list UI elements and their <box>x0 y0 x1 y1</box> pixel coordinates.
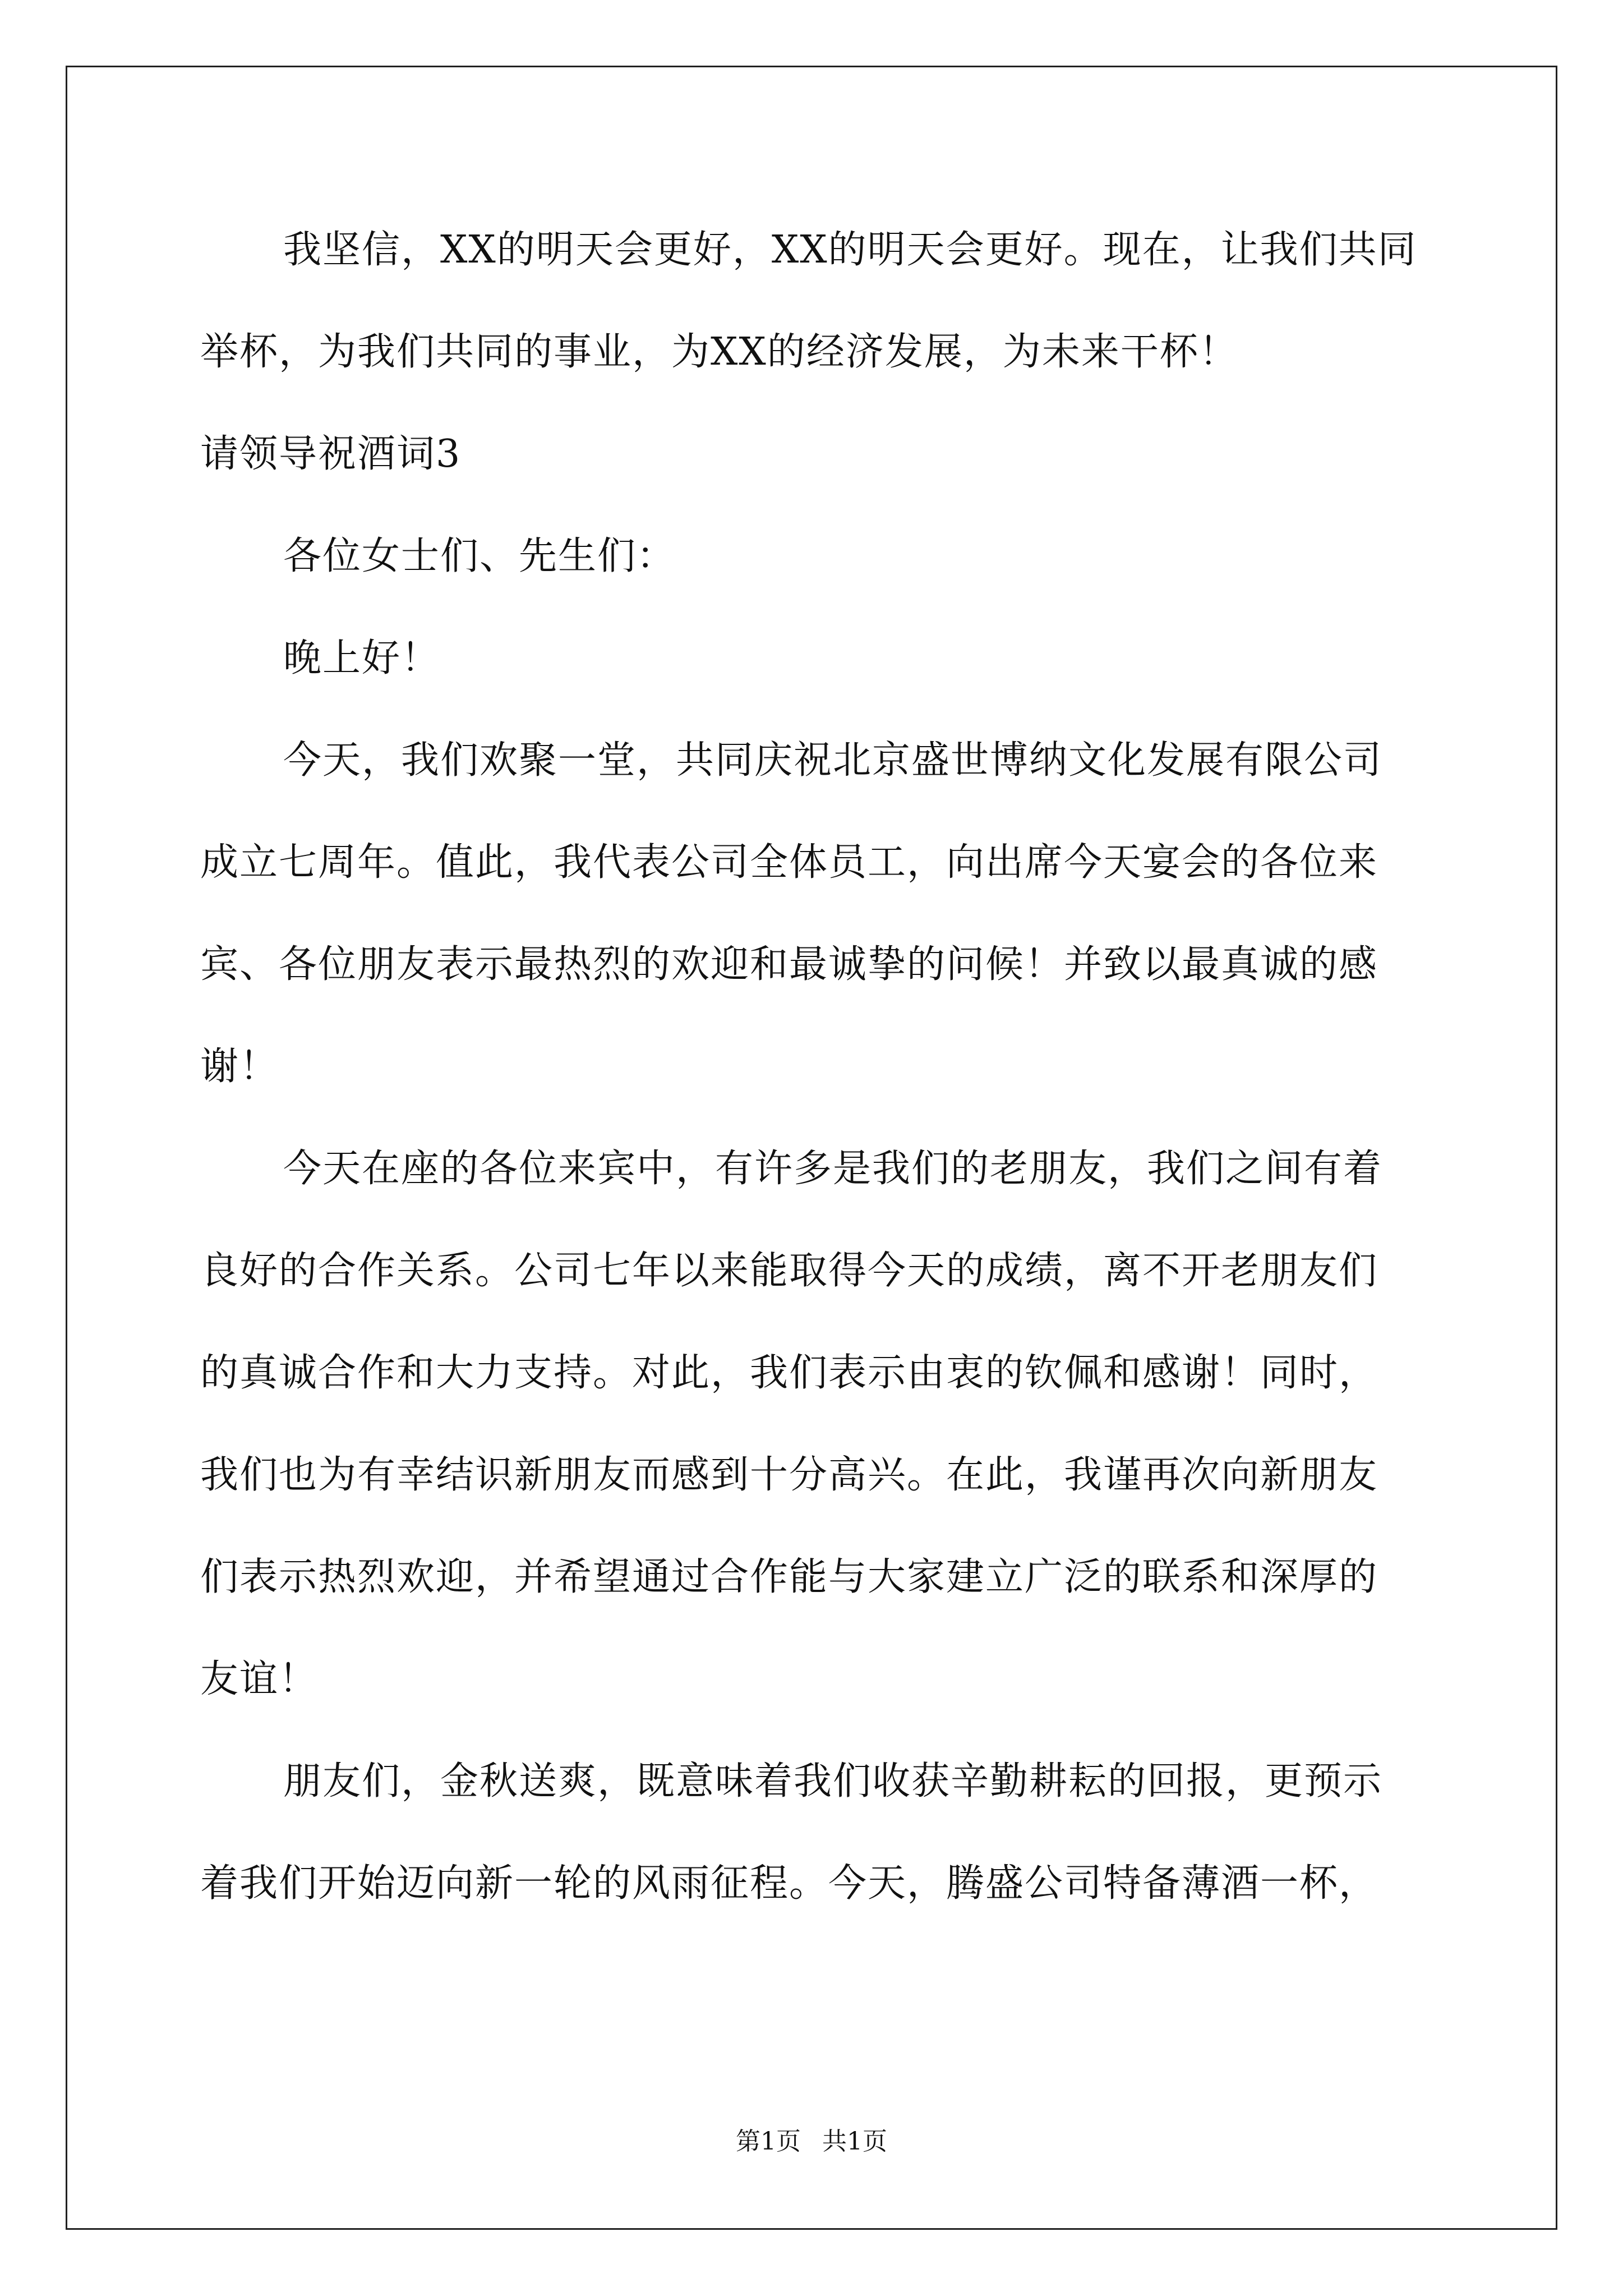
page-total: 共1页 <box>822 2127 887 2156</box>
line-6: 今天，我们欢聚一堂，共同庆祝北京盛世博纳文化发展有限公司 <box>283 738 1383 783</box>
line-12: 的真诚合作和大力支持。对此，我们表示由衷的钦佩和感谢！同时， <box>200 1351 1378 1395</box>
page-footer <box>0 2125 1623 2159</box>
section-heading: 请领导祝酒词3 <box>200 432 462 476</box>
line-16: 朋友们，金秋送爽，既意味着我们收获辛勤耕耘的回报，更预示 <box>283 1759 1383 1803</box>
page-number: 第1页 <box>736 2127 801 2156</box>
line-9: 谢！ <box>200 1045 279 1089</box>
document-body <box>200 199 1428 1935</box>
line-14: 们表示热烈欢迎，并希望通过合作能与大家建立广泛的联系和深厚的 <box>200 1555 1378 1599</box>
line-7: 成立七周年。值此，我代表公司全体员工，向出席今天宴会的各位来 <box>200 840 1378 885</box>
salutation: 各位女士们、先生们： <box>283 534 676 578</box>
line-13: 我们也为有幸结识新朋友而感到十分高兴。在此，我谨再次向新朋友 <box>200 1453 1378 1497</box>
line-11: 良好的合作关系。公司七年以来能取得今天的成绩，离不开老朋友们 <box>200 1249 1378 1293</box>
line-8: 宾、各位朋友表示最热烈的欢迎和最诚挚的问候！并致以最真诚的感 <box>200 942 1378 987</box>
line-2: 举杯，为我们共同的事业，为XX的经济发展，为未来干杯！ <box>200 330 1238 374</box>
line-17: 着我们开始迈向新一轮的风雨征程。今天，腾盛公司特备薄酒一杯， <box>200 1861 1378 1906</box>
greeting: 晚上好！ <box>283 636 441 680</box>
line-10: 今天在座的各位来宾中，有许多是我们的老朋友，我们之间有着 <box>283 1147 1383 1191</box>
line-15: 友谊！ <box>200 1657 319 1701</box>
line-1: 我坚信，XX的明天会更好，XX的明天会更好。现在，让我们共同 <box>283 228 1417 272</box>
